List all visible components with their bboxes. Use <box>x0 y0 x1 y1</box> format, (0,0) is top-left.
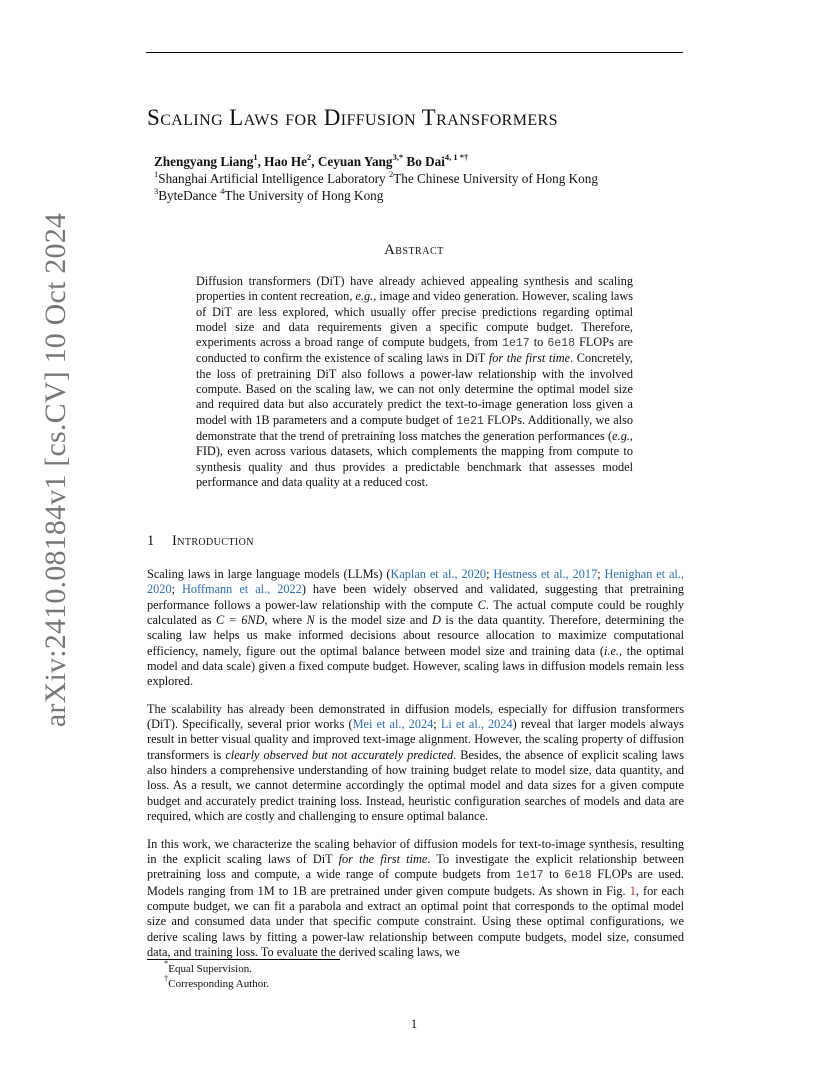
top-rule <box>146 52 683 53</box>
affiliation: The Chinese University of Hong Kong <box>393 171 598 186</box>
affiliation-mark: 3 <box>154 185 159 196</box>
affiliation-mark: 4 <box>220 185 225 196</box>
footnote-rule <box>147 959 340 960</box>
paragraph: The scalability has already been demonstrated in diffusion models, especially for diffusion transformers (DiT). Specifically, several prior works (Mei et al., 2024; Li et al., 2024) reveal that larger models always result in better visual quality and improved text-image alignment. However, the scaling property of diffusion transformers is clearly observed but not accurately predicted. Besides, the absence of explicit scaling laws also hinders a comprehensive understanding of how training budget relate to model size, data quantity, and loss. As a result, we cannot determine accordingly the optimal model and data sizes for a given compute budget and accurately predict training loss. Instead, heuristic configuration searches of models and data are required, which are costly and challenging to ensure optimal balance. <box>147 701 684 824</box>
code-value: 6e18 <box>547 337 575 351</box>
footnotes <box>164 958 270 992</box>
math-symbol: N <box>306 613 315 628</box>
code-value: 1e17 <box>515 869 544 883</box>
page-number: 1 <box>410 1016 418 1031</box>
author-affiliation-mark: 4, 1 *† <box>444 151 469 162</box>
paragraph: Scaling laws in large language models (LLMs) (Kaplan et al., 2020; Hestness et al., 2017; Henighan et al., 2020; Hoffmann et al., 2022) have been widely observed and validated, suggesting that pretraining performance follows a power-law relationship with the compute C. The actual compute could be roughly calculated as C = 6ND, where N is the model size and D is the data quantity. Therefore, determining the scaling law helps us make informed decisions about resource allocation to maximize computational efficiency, namely, figure out the optimal balance between model size and training data (i.e., the optimal model and data scale) given a fixed compute budget. However, scaling laws in diffusion models remain less explored. <box>147 567 685 689</box>
affiliation: ByteDance <box>158 188 217 203</box>
citation-link[interactable]: Kaplan et al., 2020 <box>390 567 487 581</box>
code-value: 1e17 <box>502 337 530 351</box>
abstract-body: Diffusion transformers (DiT) have already achieved appealing synthesis and scaling properties in content recreation, e.g., image and video generation. However, scaling laws of DiT are less explored, which usually offer precise predictions regarding optimal model size and data requirements given a specific compute budget. Therefore, experiments across a broad range of compute budgets, from 1e17 to 6e18 FLOPs are conducted to confirm the existence of scaling laws in DiT for the first time. Concretely, the loss of pretraining DiT also follows a power-law relationship with the involved compute. Based on the scaling law, we can not only determine the optimal model size and required data but also accurately predict the text-to-image generation loss given a model with 1B parameters and a compute budget of 1e21 FLOPs. Additionally, we also demonstrate that the trend of pretraining loss matches the generation performances (e.g., FID), even across various datasets, which complements the mapping from compute to synthesis quality and thus provides a predictable benchmark that assesses model performance and data quality at a reduced cost. <box>196 274 634 489</box>
math-symbol: D <box>432 613 441 628</box>
affiliation-mark: 1 <box>154 168 159 179</box>
math-equation: C = 6ND <box>215 613 265 628</box>
author-block <box>154 153 598 204</box>
arxiv-identifier: arXiv:2410.08184v1 [cs.CV] 10 Oct 2024 <box>39 212 72 728</box>
citation-link[interactable]: Mei et al., 2024 <box>352 717 434 732</box>
affiliation-mark: 2 <box>388 168 394 179</box>
author-name: Bo Dai <box>406 154 445 169</box>
section-heading <box>147 533 254 550</box>
code-value: 1e21 <box>456 414 484 428</box>
section-title: Introduction <box>172 533 254 549</box>
author-affiliation-mark: 3,* <box>392 151 404 162</box>
body-text <box>147 567 684 972</box>
citation-link[interactable]: Henighan et al., 2020 <box>147 567 684 597</box>
math-symbol: C <box>477 597 486 612</box>
paper-title: Scaling Laws for Diffusion Transformers <box>147 105 558 130</box>
citation-link[interactable]: Hoffmann et al., 2022 <box>182 582 302 597</box>
affiliation: Shanghai Artificial Intelligence Laboratory <box>158 171 386 186</box>
author-affiliation-mark: 2 <box>307 151 312 162</box>
figure-link[interactable]: 1 <box>629 883 636 898</box>
author-name: Ceyuan Yang <box>317 154 393 169</box>
citation-link[interactable]: Li et al., 2024 <box>440 717 513 732</box>
author-name: Zhengyang Liang <box>154 154 254 169</box>
footnote: *Equal Supervision. <box>164 958 252 975</box>
affiliation-line <box>154 187 598 204</box>
abstract-heading: Abstract <box>384 242 444 258</box>
citation-link[interactable]: Hestness et al., 2017 <box>493 567 598 581</box>
code-value: 6e18 <box>564 869 592 883</box>
footnote: †Corresponding Author. <box>164 973 270 990</box>
section-number: 1 <box>147 533 155 549</box>
affiliation-line <box>154 170 598 187</box>
paragraph: In this work, we characterize the scaling behavior of diffusion models for text-to-image synthesis, resulting in the explicit scaling laws of DiT for the first time. To investigate the explicit relationship between pretraining loss and compute, a wide range of compute budgets from 1e17 to 6e18 FLOPs are used. Models ranging from 1M to 1B are pretrained under given compute budgets. As shown in Fig. 1, for each compute budget, we can fit a parabola and extract an optimal point that corresponds to the optimal model size and consumed data under that specific compute constraint. Using these optimal configurations, we derive scaling laws by fitting a power-law relationship between compute budgets, model size, consumed data, and training loss. To evaluate the derived scaling laws, we <box>147 836 684 959</box>
author-name: Hao He <box>264 154 308 169</box>
author-names: Zhengyang Liang$^1$, Hao He$^2$, Ceyuan Yang$^{3,*}$ Bo Dai$^{4, 1 *\dagger}$ <box>154 151 469 169</box>
author-affiliation-mark: 1 <box>253 151 258 162</box>
affiliation: The University of Hong Kong <box>224 188 384 203</box>
